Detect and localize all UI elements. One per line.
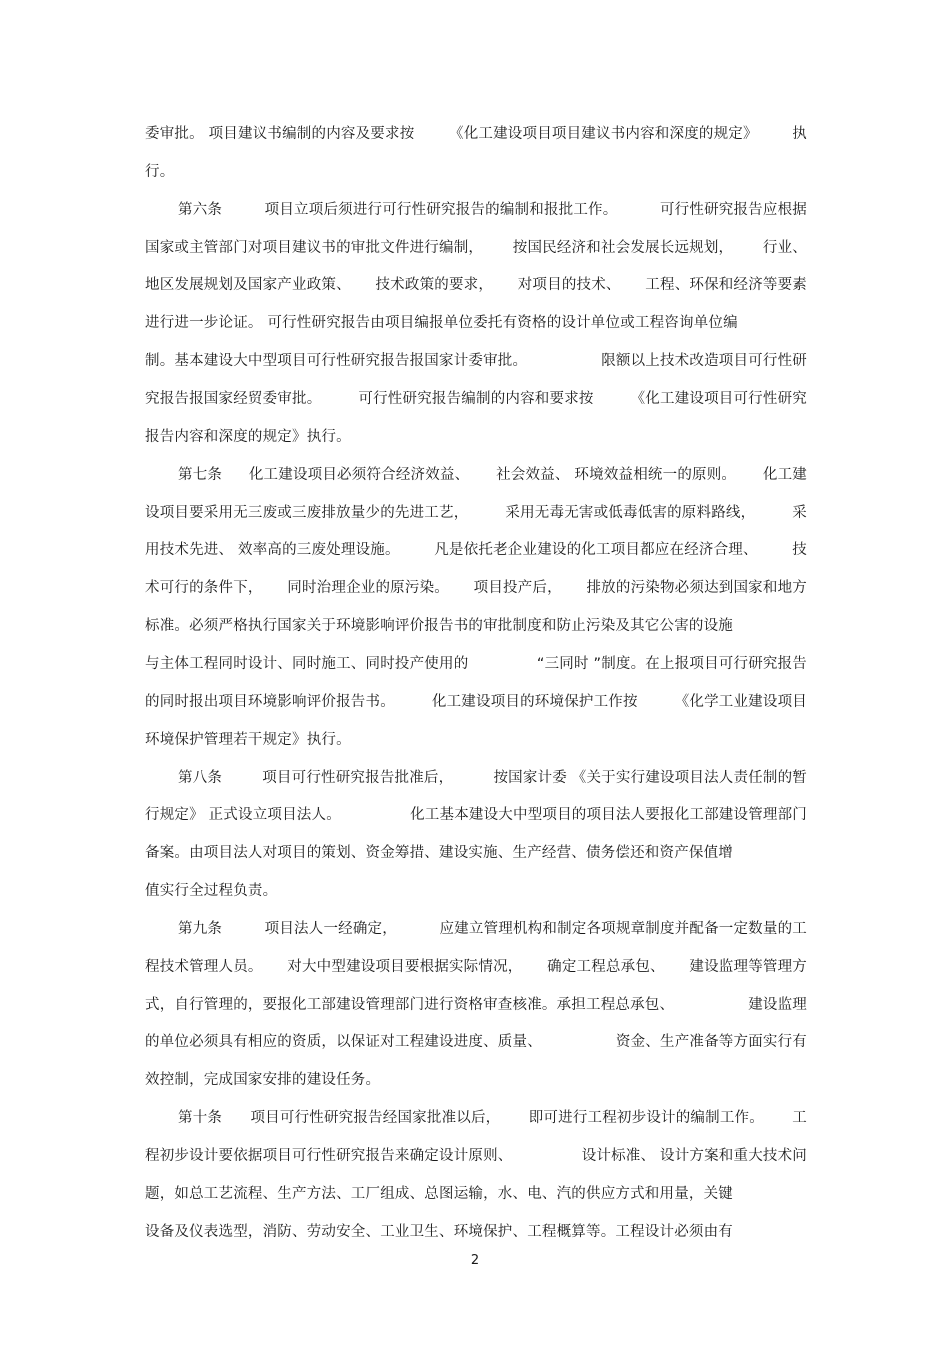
text-segment: 进行进一步论证。 可行性研究报告由项目编报单位委托有资格的设计单位或工程咨询单位编 [145, 315, 738, 332]
text-line [145, 1032, 807, 1052]
text-line [145, 162, 807, 182]
text-segment: 技 [792, 542, 807, 559]
text-segment: 国家或主管部门对项目建议书的审批文件进行编制， [145, 239, 484, 256]
text-line [145, 957, 807, 977]
text-segment: 《化学工业建设项目 [674, 693, 807, 710]
text-line [145, 1184, 807, 1204]
paragraph-first-line [178, 465, 807, 485]
text-segment: 委审批。 项目建议书编制的内容及要求按 [145, 126, 415, 142]
text-segment: 化工建 [762, 466, 807, 483]
text-segment: 建设监理 [748, 996, 807, 1013]
text-line [145, 313, 807, 333]
text-line [145, 124, 807, 144]
text-segment: 程初步设计要依据项目可行性研究报告来确定设计原则、 [145, 1148, 513, 1164]
text-segment: 效控制，完成国家安排的建设任务。 [145, 1072, 381, 1089]
text-segment: 行业、 [762, 239, 807, 256]
text-segment: 化工建设项目的环境保护工作按 [431, 693, 638, 710]
text-line [145, 503, 807, 523]
text-segment: 对项目的技术、 [517, 277, 621, 294]
text-segment: 设备及仪表选型，消防、劳动安全、工业卫生、环境保护、工程概算等。工程设计必须由有 [145, 1223, 733, 1240]
text-line [145, 805, 807, 825]
text-segment: 地区发展规划及国家产业政策、 [145, 277, 351, 294]
text-segment: 按国家计委 《关于实行建设项目法人责任制的暂 [493, 769, 807, 786]
text-segment: 的单位必须具有相应的资质，以保证对工程建设进度、质量、 [145, 1034, 542, 1051]
text-segment: 究报告报国家经贸委审批。 [145, 390, 322, 407]
text-segment: 技术政策的要求， [375, 277, 494, 294]
text-segment: 题，如总工艺流程、生产方法、工厂组成、总图运输，水、电、汽的供应方式和用量，关键 [145, 1185, 733, 1202]
paragraph-first-line [178, 919, 807, 939]
text-line [145, 540, 807, 560]
text-segment: 执 [792, 126, 807, 142]
text-segment: 可行性研究报告应根据 [659, 201, 807, 218]
text-segment: 《化工建设项目项目建议书内容和深度的规定》 [449, 126, 758, 142]
text-segment: 式，自行管理的，要报化工部建设管理部门进行资格审查核准。承担工程总承包、 [145, 996, 675, 1013]
text-segment: 凡是依托老企业建设的化工项目都应在经济合理、 [434, 542, 758, 559]
text-segment: 化工基本建设大中型项目的项目法人要报化工部建设管理部门 [410, 807, 807, 824]
text-segment: 采 [792, 504, 807, 521]
text-segment: 设计标准、 设计方案和重大技术问 [581, 1148, 807, 1164]
text-segment: 的同时报出项目环境影响评价报告书。 [145, 693, 395, 710]
text-segment: 限额以上技术改造项目可行性研 [601, 353, 807, 370]
text-line [145, 1070, 807, 1090]
text-line [145, 654, 807, 674]
text-segment: 设项目要采用无三废或三废排放量少的先进工艺， [145, 504, 469, 521]
text-segment: 报告内容和深度的规定》执行。 [145, 428, 351, 445]
text-segment: 社会效益、 环境效益相统一的原则。 [496, 466, 737, 483]
text-segment: 项目可行性研究报告批准后， [262, 769, 454, 786]
text-segment: 术可行的条件下， [145, 580, 263, 597]
paragraph-first-line [178, 768, 807, 788]
text-line [145, 692, 807, 712]
text-segment: 第十条 [178, 1110, 223, 1127]
text-segment: 确定工程总承包、 [547, 958, 665, 975]
text-segment: 项目可行性研究报告经国家批准以后， [250, 1110, 501, 1127]
text-line [145, 427, 807, 447]
text-segment: 对大中型建设项目要根据实际情况， [287, 958, 523, 975]
text-segment: 即可进行工程初步设计的编制工作。 [528, 1110, 764, 1127]
text-segment: 工 [792, 1110, 807, 1127]
text-line [145, 238, 807, 258]
text-line [145, 275, 807, 295]
text-segment: 建设监理等管理方 [689, 958, 807, 975]
text-segment: 环境保护管理若干规定》执行。 [145, 731, 351, 748]
text-segment: 标准。必须严格执行国家关于环境影响评价报告书的审批制度和防止污染及其它公害的设施 [145, 618, 733, 634]
text-line [145, 1222, 807, 1242]
text-segment: 行规定》 正式设立项目法人。 [145, 807, 341, 824]
text-segment: 程技术管理人员。 [145, 958, 263, 975]
text-segment: 可行性研究报告编制的内容和要求按 [358, 390, 594, 407]
text-line [145, 730, 807, 750]
text-segment: 备案。由项目法人对项目的策划、资金筹措、建设实施、生产经营、债务偿还和资产保值增 [145, 845, 733, 862]
text-line [145, 843, 807, 863]
text-line [145, 351, 807, 371]
page-number: 2 [470, 1253, 480, 1268]
text-line [145, 616, 807, 636]
text-segment: 工程、环保和经济等要素 [645, 277, 807, 294]
text-segment: 第九条 [178, 920, 223, 937]
text-segment: 项目投产后， [473, 580, 562, 597]
text-segment: 行。 [145, 163, 175, 180]
text-line [145, 578, 807, 598]
text-line [145, 389, 807, 409]
text-segment: 项目法人一经确定， [264, 920, 397, 937]
text-segment: 同时治理企业的原污染。 [287, 580, 449, 597]
text-segment: 用技术先进、 效率高的三废处理设施。 [145, 542, 400, 559]
text-segment: 采用无毒无害或低毒低害的原料路线， [505, 504, 756, 521]
text-line [145, 881, 807, 901]
text-line [145, 995, 807, 1015]
paragraph-first-line [178, 1108, 807, 1128]
text-segment: 按国民经济和社会发展长远规划， [512, 239, 734, 256]
text-segment: 《化工建设项目可行性研究 [630, 390, 807, 407]
text-segment: “三同时 ”制度。在上报项目可行研究报告 [536, 655, 807, 672]
text-segment: 值实行全过程负责。 [145, 883, 278, 899]
paragraph-first-line [178, 200, 807, 220]
text-segment: 与主体工程同时设计、同时施工、同时投产使用的 [145, 655, 469, 672]
text-segment: 资金、生产准备等方面实行有 [615, 1034, 807, 1051]
text-segment: 第七条 [178, 466, 223, 483]
text-segment: 制。基本建设大中型项目可行性研究报告报国家计委审批。 [145, 353, 528, 370]
text-segment: 第六条 [178, 201, 223, 218]
text-segment: 项目立项后须进行可行性研究报告的编制和报批工作。 [264, 201, 618, 218]
text-line [145, 1146, 807, 1166]
text-segment: 排放的污染物必须达到国家和地方 [586, 580, 807, 597]
text-segment: 应建立管理机构和制定各项规章制度并配备一定数量的工 [439, 920, 807, 937]
text-segment: 化工建设项目必须符合经济效益、 [248, 466, 470, 483]
text-segment: 第八条 [178, 769, 223, 786]
